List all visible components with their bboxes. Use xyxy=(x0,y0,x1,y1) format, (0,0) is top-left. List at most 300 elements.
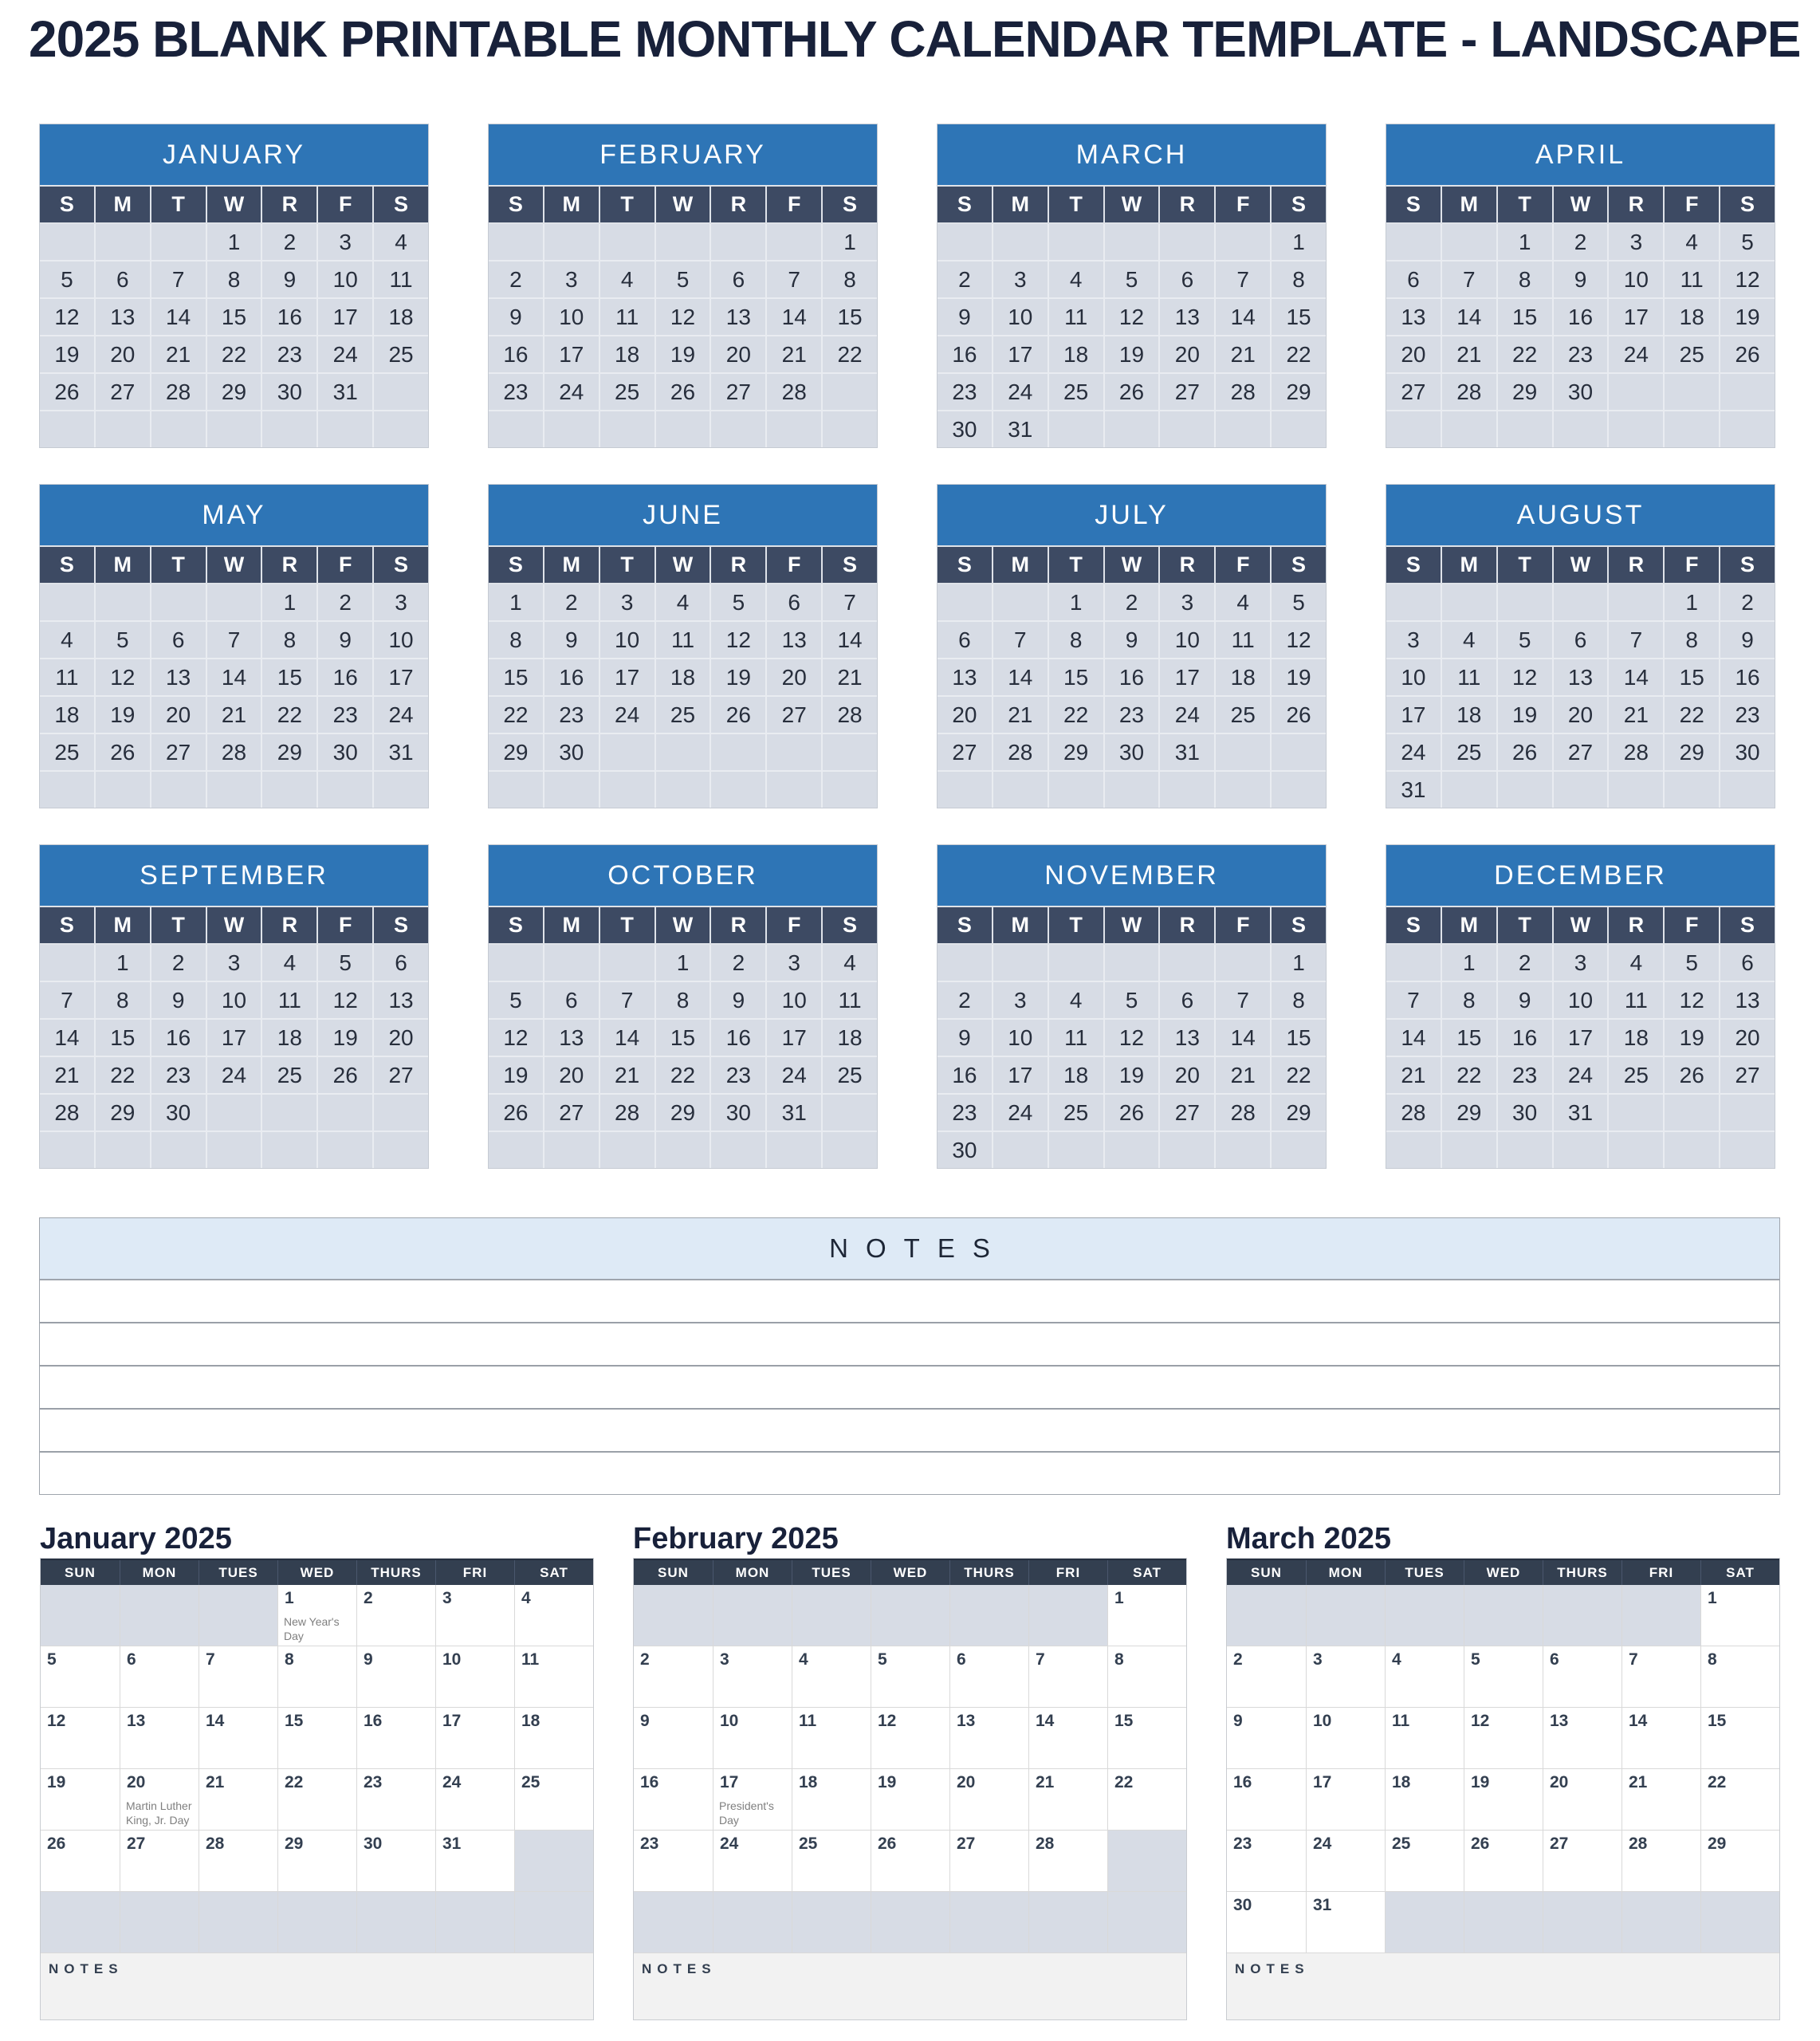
mini-date-cell: 28 xyxy=(823,697,877,733)
day-cell xyxy=(1543,1769,1621,1830)
mini-empty-cell xyxy=(207,772,261,808)
mini-weekday-label: S xyxy=(40,907,94,943)
mini-date-cell: 14 xyxy=(1216,1020,1270,1056)
empty-day-cell xyxy=(435,1892,514,1953)
mini-empty-cell xyxy=(1609,584,1663,620)
mini-date-cell: 18 xyxy=(823,1020,877,1056)
mini-weekday-label: W xyxy=(656,907,710,943)
day-number: 3 xyxy=(720,1650,729,1669)
mini-date-cell: 17 xyxy=(207,1020,261,1056)
mini-date-cell: 12 xyxy=(1272,622,1326,658)
mini-dates-grid xyxy=(938,224,1326,447)
day-number: 7 xyxy=(1629,1650,1638,1669)
mini-date-cell: 30 xyxy=(938,1132,992,1168)
day-number: 24 xyxy=(442,1773,462,1791)
day-cell xyxy=(949,1708,1028,1768)
mini-weekday-label: T xyxy=(151,547,206,583)
mini-date-cell: 30 xyxy=(318,734,372,770)
mini-empty-cell xyxy=(1665,772,1719,808)
day-cell xyxy=(792,1646,871,1707)
day-number: 4 xyxy=(1392,1650,1401,1669)
mini-date-cell: 23 xyxy=(262,336,316,372)
mini-date-cell: 25 xyxy=(40,734,94,770)
mini-weekday-label: R xyxy=(1160,907,1214,943)
mini-date-cell: 28 xyxy=(600,1095,654,1131)
mini-date-cell: 22 xyxy=(262,697,316,733)
weekday-header: SUN xyxy=(65,1564,96,1580)
mini-empty-cell xyxy=(489,945,543,981)
day-cell xyxy=(120,1769,199,1830)
mini-date-cell: 9 xyxy=(544,622,599,658)
mini-date-cell: 9 xyxy=(262,262,316,297)
mini-empty-cell xyxy=(1049,945,1103,981)
weekday-header: THURS xyxy=(356,1560,435,1585)
mini-date-cell: 28 xyxy=(1386,1095,1441,1131)
mini-empty-cell xyxy=(656,734,710,770)
empty-day-cell xyxy=(1464,1585,1543,1646)
mini-empty-cell xyxy=(374,772,428,808)
mini-date-cell: 16 xyxy=(711,1020,765,1056)
mini-date-cell: 3 xyxy=(767,945,821,981)
day-number: 30 xyxy=(1233,1896,1252,1914)
day-cell xyxy=(949,1831,1028,1891)
mini-empty-cell xyxy=(993,945,1048,981)
mini-weekday-label: S xyxy=(40,187,94,222)
notes-blank-line xyxy=(40,1367,1779,1410)
mini-date-cell: 22 xyxy=(96,1057,150,1093)
mini-date-cell: 17 xyxy=(1609,299,1663,335)
mini-date-cell: 9 xyxy=(318,622,372,658)
mini-weekday-label: T xyxy=(151,907,206,943)
mini-date-cell: 18 xyxy=(1442,697,1496,733)
mini-empty-cell xyxy=(96,1132,150,1168)
mini-empty-cell xyxy=(1665,411,1719,447)
day-number: 27 xyxy=(127,1835,146,1853)
mini-empty-cell xyxy=(938,772,992,808)
mini-date-cell: 17 xyxy=(1160,659,1214,695)
mini-weekday-label: S xyxy=(938,187,992,222)
mini-date-cell: 9 xyxy=(1720,622,1775,658)
day-number: 9 xyxy=(640,1712,650,1730)
mini-date-cell: 25 xyxy=(1442,734,1496,770)
mini-date-cell: 21 xyxy=(1609,697,1663,733)
day-cell xyxy=(1227,1708,1306,1768)
mini-date-cell: 27 xyxy=(1554,734,1608,770)
day-cell xyxy=(1621,1831,1700,1891)
day-cell xyxy=(634,1769,713,1830)
mini-date-cell: 11 xyxy=(262,982,316,1018)
mini-empty-cell xyxy=(96,411,150,447)
mini-empty-cell xyxy=(711,772,765,808)
mini-date-cell: 23 xyxy=(1105,697,1159,733)
mini-empty-cell xyxy=(1386,1132,1441,1168)
mini-empty-cell xyxy=(1386,411,1441,447)
mini-date-cell: 30 xyxy=(1720,734,1775,770)
mini-weekday-label: R xyxy=(1609,907,1663,943)
mini-weekday-label: W xyxy=(656,547,710,583)
mini-date-cell: 10 xyxy=(993,299,1048,335)
mini-date-cell: 6 xyxy=(767,584,821,620)
empty-day-cell xyxy=(1306,1585,1385,1646)
mini-date-cell: 1 xyxy=(96,945,150,981)
mini-date-cell: 1 xyxy=(656,945,710,981)
mini-empty-cell xyxy=(544,772,599,808)
mini-date-cell: 7 xyxy=(1216,982,1270,1018)
mini-empty-cell xyxy=(823,374,877,410)
mini-date-cell: 3 xyxy=(993,982,1048,1018)
holiday-label: President's Day xyxy=(719,1799,774,1827)
mini-date-cell: 24 xyxy=(318,336,372,372)
mini-dates-grid xyxy=(40,584,428,808)
mini-date-cell: 22 xyxy=(1442,1057,1496,1093)
mini-date-cell: 20 xyxy=(938,697,992,733)
mini-date-cell: 10 xyxy=(1160,622,1214,658)
mini-weekday-row xyxy=(40,185,428,224)
mini-empty-cell xyxy=(1554,1132,1608,1168)
mini-weekday-label: T xyxy=(600,547,654,583)
mini-date-cell: 5 xyxy=(1498,622,1552,658)
large-month-table xyxy=(40,1558,594,2020)
mini-date-cell: 22 xyxy=(1049,697,1103,733)
mini-date-cell: 23 xyxy=(1720,697,1775,733)
empty-day-cell xyxy=(1107,1892,1186,1953)
mini-date-cell: 8 xyxy=(1272,262,1326,297)
mini-date-cell: 3 xyxy=(544,262,599,297)
mini-date-cell: 2 xyxy=(938,262,992,297)
mini-date-cell: 3 xyxy=(1386,622,1441,658)
mini-date-cell: 2 xyxy=(1720,584,1775,620)
day-cell xyxy=(41,1646,120,1707)
mini-weekday-label: S xyxy=(938,547,992,583)
day-cell xyxy=(120,1708,199,1768)
mini-date-cell: 18 xyxy=(40,697,94,733)
mini-weekday-label: R xyxy=(262,547,316,583)
empty-day-cell xyxy=(199,1892,277,1953)
mini-weekday-label: M xyxy=(993,547,1048,583)
mini-weekday-label: T xyxy=(600,907,654,943)
mini-date-cell: 28 xyxy=(151,374,206,410)
mini-date-cell: 25 xyxy=(1216,697,1270,733)
mini-date-cell: 11 xyxy=(1665,262,1719,297)
mini-empty-cell xyxy=(1216,945,1270,981)
mini-empty-cell xyxy=(262,411,316,447)
empty-day-cell xyxy=(120,1892,199,1953)
mini-date-cell: 1 xyxy=(1049,584,1103,620)
mini-date-cell: 21 xyxy=(823,659,877,695)
mini-date-cell: 4 xyxy=(374,224,428,260)
mini-weekday-row xyxy=(489,185,877,224)
mini-weekday-label: F xyxy=(318,547,372,583)
mini-date-cell: 4 xyxy=(1665,224,1719,260)
day-cell xyxy=(1385,1831,1464,1891)
mini-empty-cell xyxy=(1665,1095,1719,1131)
day-cell xyxy=(1543,1708,1621,1768)
mini-date-cell: 9 xyxy=(938,299,992,335)
week-row xyxy=(1227,1830,1779,1891)
mini-date-cell: 14 xyxy=(40,1020,94,1056)
day-number: 11 xyxy=(799,1712,817,1730)
mini-empty-cell xyxy=(1609,411,1663,447)
mini-month-title: SEPTEMBER xyxy=(40,845,428,906)
mini-empty-cell xyxy=(40,772,94,808)
empty-day-cell xyxy=(1385,1585,1464,1646)
weekday-header: SUN xyxy=(658,1564,689,1580)
mini-date-cell: 28 xyxy=(993,734,1048,770)
large-month-table xyxy=(633,1558,1187,2020)
weekday-header: SAT xyxy=(514,1560,593,1585)
mini-date-cell: 20 xyxy=(1386,336,1441,372)
day-number: 14 xyxy=(1036,1712,1055,1730)
day-number: 28 xyxy=(206,1835,225,1853)
mini-weekday-label: F xyxy=(1665,547,1719,583)
mini-date-cell: 29 xyxy=(262,734,316,770)
empty-day-cell xyxy=(120,1585,199,1646)
mini-weekday-label: S xyxy=(1720,547,1775,583)
day-number: 6 xyxy=(127,1650,136,1669)
month-notes-row xyxy=(41,1953,593,2019)
day-cell xyxy=(713,1769,792,1830)
day-number: 7 xyxy=(1036,1650,1045,1669)
mini-date-cell: 21 xyxy=(1442,336,1496,372)
mini-date-cell: 25 xyxy=(1609,1057,1663,1093)
mini-date-cell: 4 xyxy=(1049,262,1103,297)
day-number: 9 xyxy=(364,1650,373,1669)
day-number: 18 xyxy=(799,1773,818,1791)
day-number: 27 xyxy=(957,1835,976,1853)
mini-month-calendar xyxy=(39,844,429,1169)
mini-date-cell: 22 xyxy=(207,336,261,372)
mini-date-cell: 3 xyxy=(207,945,261,981)
mini-date-cell: 16 xyxy=(1105,659,1159,695)
mini-date-cell: 17 xyxy=(993,1057,1048,1093)
mini-date-cell: 30 xyxy=(1105,734,1159,770)
mini-date-cell: 12 xyxy=(1720,262,1775,297)
mini-date-cell: 2 xyxy=(151,945,206,981)
day-number: 7 xyxy=(206,1650,215,1669)
weekday-header: SAT xyxy=(1700,1560,1779,1585)
large-month-calendar xyxy=(1226,1520,1780,2020)
mini-date-cell: 30 xyxy=(1498,1095,1552,1131)
mini-date-cell: 16 xyxy=(262,299,316,335)
day-cell xyxy=(634,1831,713,1891)
notes-blank-line xyxy=(40,1453,1779,1494)
large-dates-grid xyxy=(41,1585,593,1953)
notes-section-title: NOTES xyxy=(40,1218,1779,1280)
mini-date-cell: 16 xyxy=(938,1057,992,1093)
mini-date-cell: 8 xyxy=(262,622,316,658)
mini-date-cell: 30 xyxy=(938,411,992,447)
day-number: 8 xyxy=(285,1650,294,1669)
mini-date-cell: 26 xyxy=(1105,1095,1159,1131)
mini-empty-cell xyxy=(1105,772,1159,808)
mini-date-cell: 25 xyxy=(374,336,428,372)
day-cell xyxy=(1543,1646,1621,1707)
mini-date-cell: 29 xyxy=(1272,1095,1326,1131)
mini-date-cell: 21 xyxy=(993,697,1048,733)
mini-date-cell: 9 xyxy=(489,299,543,335)
mini-empty-cell xyxy=(1554,411,1608,447)
day-number: 22 xyxy=(1708,1773,1727,1791)
mini-date-cell: 5 xyxy=(1665,945,1719,981)
day-cell xyxy=(41,1831,120,1891)
empty-day-cell xyxy=(514,1831,593,1891)
day-number: 17 xyxy=(720,1773,739,1791)
mini-empty-cell xyxy=(1272,411,1326,447)
mini-weekday-label: S xyxy=(1386,907,1441,943)
mini-month-calendar xyxy=(937,484,1327,808)
mini-date-cell: 14 xyxy=(1386,1020,1441,1056)
mini-date-cell: 27 xyxy=(711,374,765,410)
mini-date-cell: 23 xyxy=(1498,1057,1552,1093)
mini-date-cell: 2 xyxy=(262,224,316,260)
mini-calendars-grid xyxy=(39,124,1775,1169)
mini-date-cell: 18 xyxy=(1609,1020,1663,1056)
day-cell xyxy=(514,1585,593,1646)
mini-empty-cell xyxy=(711,1132,765,1168)
empty-day-cell xyxy=(713,1892,792,1953)
mini-empty-cell xyxy=(1216,411,1270,447)
empty-day-cell xyxy=(1543,1585,1621,1646)
mini-date-cell: 31 xyxy=(318,374,372,410)
mini-empty-cell xyxy=(489,772,543,808)
mini-date-cell: 9 xyxy=(151,982,206,1018)
day-number: 14 xyxy=(206,1712,225,1730)
mini-date-cell: 4 xyxy=(1049,982,1103,1018)
day-number: 20 xyxy=(957,1773,976,1791)
mini-empty-cell xyxy=(1216,224,1270,260)
mini-weekday-label: T xyxy=(1049,187,1103,222)
mini-empty-cell xyxy=(656,411,710,447)
mini-date-cell: 26 xyxy=(711,697,765,733)
empty-day-cell xyxy=(514,1892,593,1953)
day-number: 1 xyxy=(285,1589,294,1607)
mini-empty-cell xyxy=(40,224,94,260)
mini-date-cell: 12 xyxy=(1665,982,1719,1018)
day-cell xyxy=(871,1646,949,1707)
mini-empty-cell xyxy=(1498,1132,1552,1168)
mini-date-cell: 9 xyxy=(1554,262,1608,297)
mini-weekday-label: M xyxy=(1442,547,1496,583)
mini-date-cell: 24 xyxy=(374,697,428,733)
empty-day-cell xyxy=(1227,1585,1306,1646)
mini-empty-cell xyxy=(767,411,821,447)
mini-date-cell: 17 xyxy=(318,299,372,335)
large-weekday-row xyxy=(634,1559,1186,1585)
mini-date-cell: 24 xyxy=(1554,1057,1608,1093)
day-number: 5 xyxy=(1471,1650,1480,1669)
mini-empty-cell xyxy=(1216,772,1270,808)
mini-date-cell: 25 xyxy=(262,1057,316,1093)
week-row xyxy=(41,1585,593,1646)
day-cell xyxy=(356,1708,435,1768)
mini-date-cell: 11 xyxy=(656,622,710,658)
mini-date-cell: 5 xyxy=(318,945,372,981)
month-notes-row xyxy=(634,1953,1186,2019)
mini-date-cell: 21 xyxy=(767,336,821,372)
mini-weekday-row xyxy=(1386,906,1775,945)
mini-date-cell: 3 xyxy=(993,262,1048,297)
mini-date-cell: 6 xyxy=(1554,622,1608,658)
mini-date-cell: 27 xyxy=(96,374,150,410)
mini-empty-cell xyxy=(96,584,150,620)
mini-date-cell: 15 xyxy=(1665,659,1719,695)
mini-month-calendar xyxy=(1386,484,1775,808)
mini-date-cell: 20 xyxy=(767,659,821,695)
mini-date-cell: 28 xyxy=(767,374,821,410)
mini-date-cell: 9 xyxy=(711,982,765,1018)
mini-date-cell: 6 xyxy=(938,622,992,658)
mini-date-cell: 21 xyxy=(1216,336,1270,372)
mini-date-cell: 12 xyxy=(96,659,150,695)
day-number: 23 xyxy=(640,1835,659,1853)
mini-date-cell: 2 xyxy=(544,584,599,620)
mini-date-cell: 13 xyxy=(711,299,765,335)
mini-empty-cell xyxy=(207,584,261,620)
day-cell xyxy=(1700,1585,1779,1646)
mini-empty-cell xyxy=(711,734,765,770)
day-cell xyxy=(1621,1769,1700,1830)
day-number: 5 xyxy=(878,1650,887,1669)
day-cell xyxy=(356,1831,435,1891)
mini-date-cell: 17 xyxy=(374,659,428,695)
mini-month-title: OCTOBER xyxy=(489,845,877,906)
mini-empty-cell xyxy=(1386,584,1441,620)
mini-date-cell: 14 xyxy=(767,299,821,335)
mini-empty-cell xyxy=(1442,1132,1496,1168)
weekday-header: MON xyxy=(120,1560,199,1585)
day-cell xyxy=(949,1769,1028,1830)
mini-empty-cell xyxy=(938,584,992,620)
notes-section xyxy=(39,1217,1780,1495)
mini-date-cell: 19 xyxy=(489,1057,543,1093)
day-number: 1 xyxy=(1114,1589,1124,1607)
mini-date-cell: 13 xyxy=(544,1020,599,1056)
mini-date-cell: 14 xyxy=(993,659,1048,695)
notes-blank-line xyxy=(40,1410,1779,1453)
mini-date-cell: 20 xyxy=(151,697,206,733)
mini-weekday-label: S xyxy=(1272,547,1326,583)
day-number: 10 xyxy=(720,1712,739,1730)
mini-date-cell: 9 xyxy=(1105,622,1159,658)
mini-date-cell: 21 xyxy=(207,697,261,733)
mini-date-cell: 17 xyxy=(600,659,654,695)
mini-date-cell: 13 xyxy=(374,982,428,1018)
mini-weekday-label: R xyxy=(262,187,316,222)
mini-date-cell: 6 xyxy=(1720,945,1775,981)
day-number: 3 xyxy=(442,1589,452,1607)
mini-date-cell: 30 xyxy=(711,1095,765,1131)
week-row xyxy=(41,1830,593,1891)
day-cell xyxy=(1306,1831,1385,1891)
day-cell xyxy=(634,1708,713,1768)
day-cell xyxy=(713,1646,792,1707)
mini-empty-cell xyxy=(318,772,372,808)
mini-date-cell: 28 xyxy=(1442,374,1496,410)
week-row xyxy=(41,1891,593,1953)
day-number: 21 xyxy=(1036,1773,1055,1791)
mini-month-calendar xyxy=(937,844,1327,1169)
mini-weekday-label: R xyxy=(711,187,765,222)
day-number: 29 xyxy=(1708,1835,1727,1853)
empty-day-cell xyxy=(871,1585,949,1646)
weekday-header: FRI xyxy=(435,1560,514,1585)
empty-day-cell xyxy=(1464,1892,1543,1953)
mini-date-cell: 13 xyxy=(151,659,206,695)
mini-empty-cell xyxy=(993,584,1048,620)
mini-date-cell: 5 xyxy=(1720,224,1775,260)
mini-date-cell: 27 xyxy=(1386,374,1441,410)
mini-weekday-label: S xyxy=(823,907,877,943)
